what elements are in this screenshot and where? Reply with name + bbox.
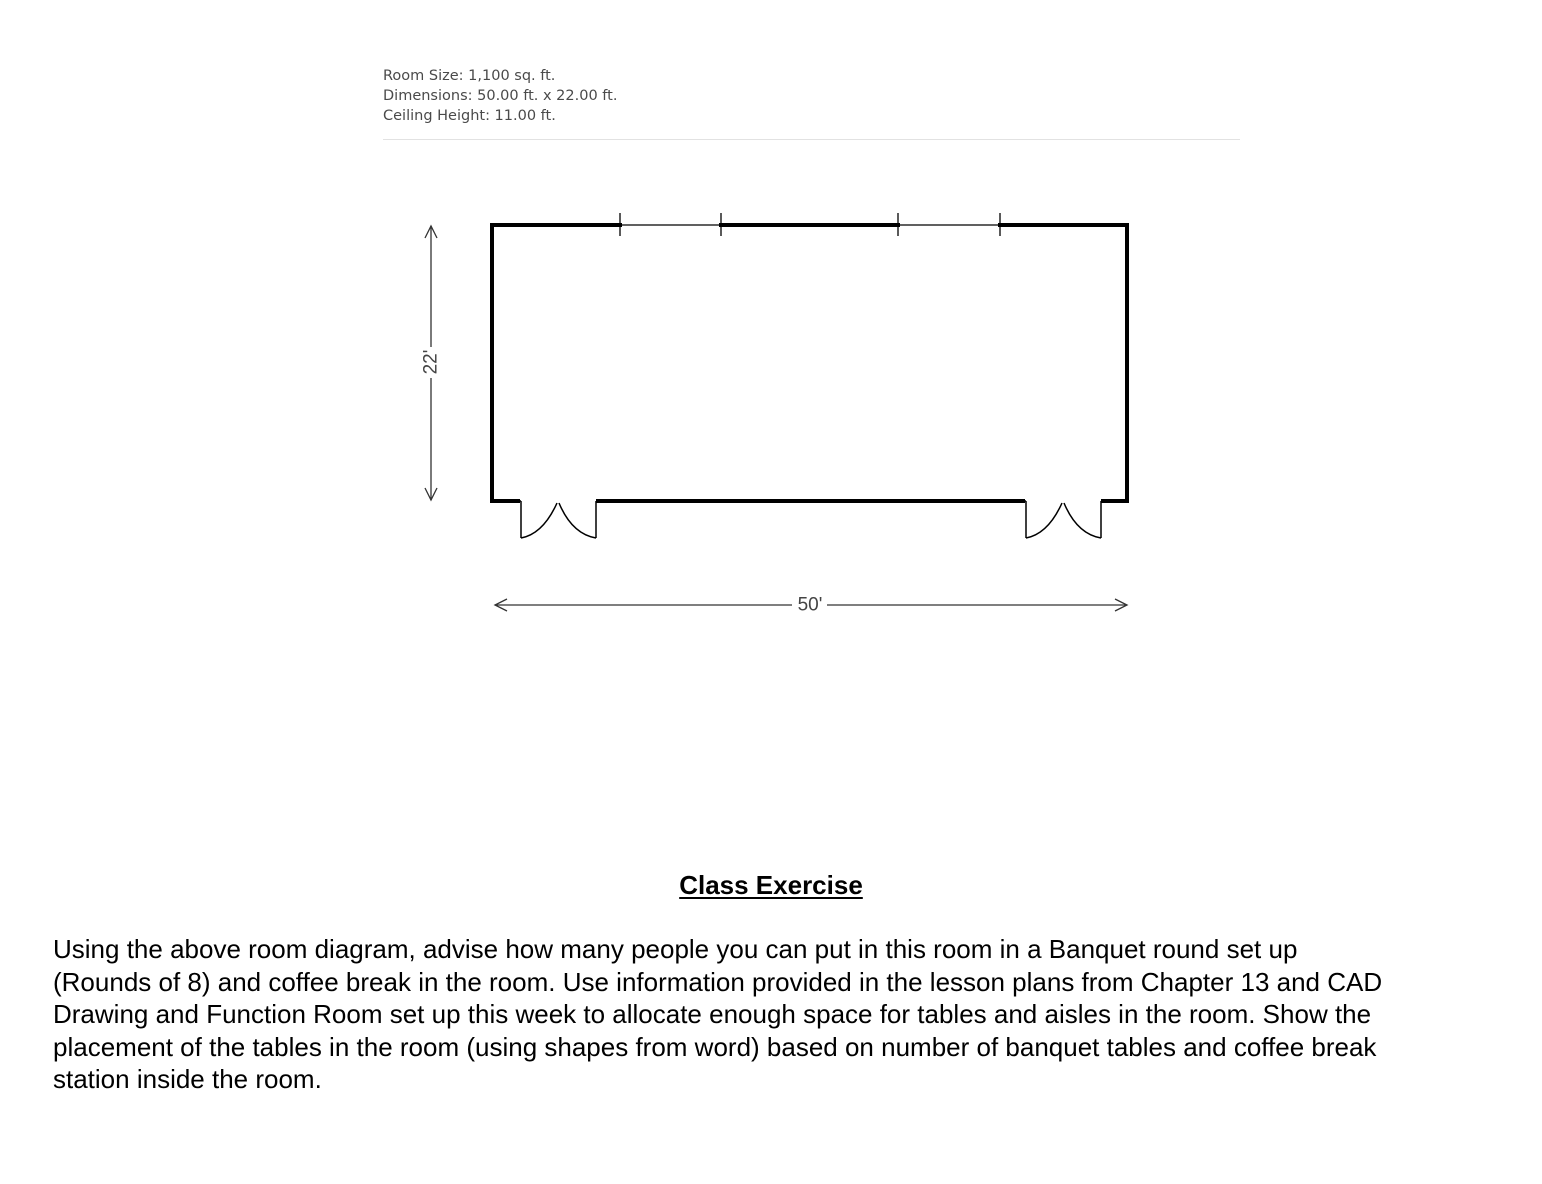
doors xyxy=(518,501,1103,538)
window-right xyxy=(898,213,1000,236)
door-right xyxy=(1023,501,1103,538)
room-size: Room Size: 1,100 sq. ft. xyxy=(383,68,556,84)
room-dimensions: Dimensions: 50.00 ft. x 22.00 ft. xyxy=(383,88,618,104)
exercise-instructions: Using the above room diagram, advise how many people you can put in this room in a Banquet round set up (Rounds of 8) and coffee break in the room. Use information provided in the lesson plans from Chapter 13 and CAD Drawing and Function Room set up this week to allocate enough space for tables and aisles in the room. Show the placement of the tables in the room (using shapes from word) based on number of banquet tables and coffee break station inside the room. xyxy=(53,934,1383,1094)
ceiling-height: Ceiling Height: 11.00 ft. xyxy=(383,108,556,124)
window-left xyxy=(620,213,721,236)
right-wall xyxy=(1103,225,1127,501)
width-label: 50' xyxy=(797,594,823,616)
height-label: 22' xyxy=(420,349,442,375)
exercise-title: Class Exercise xyxy=(679,870,863,900)
room-walls xyxy=(492,225,1127,501)
left-wall xyxy=(492,225,518,501)
door-left xyxy=(518,501,598,538)
